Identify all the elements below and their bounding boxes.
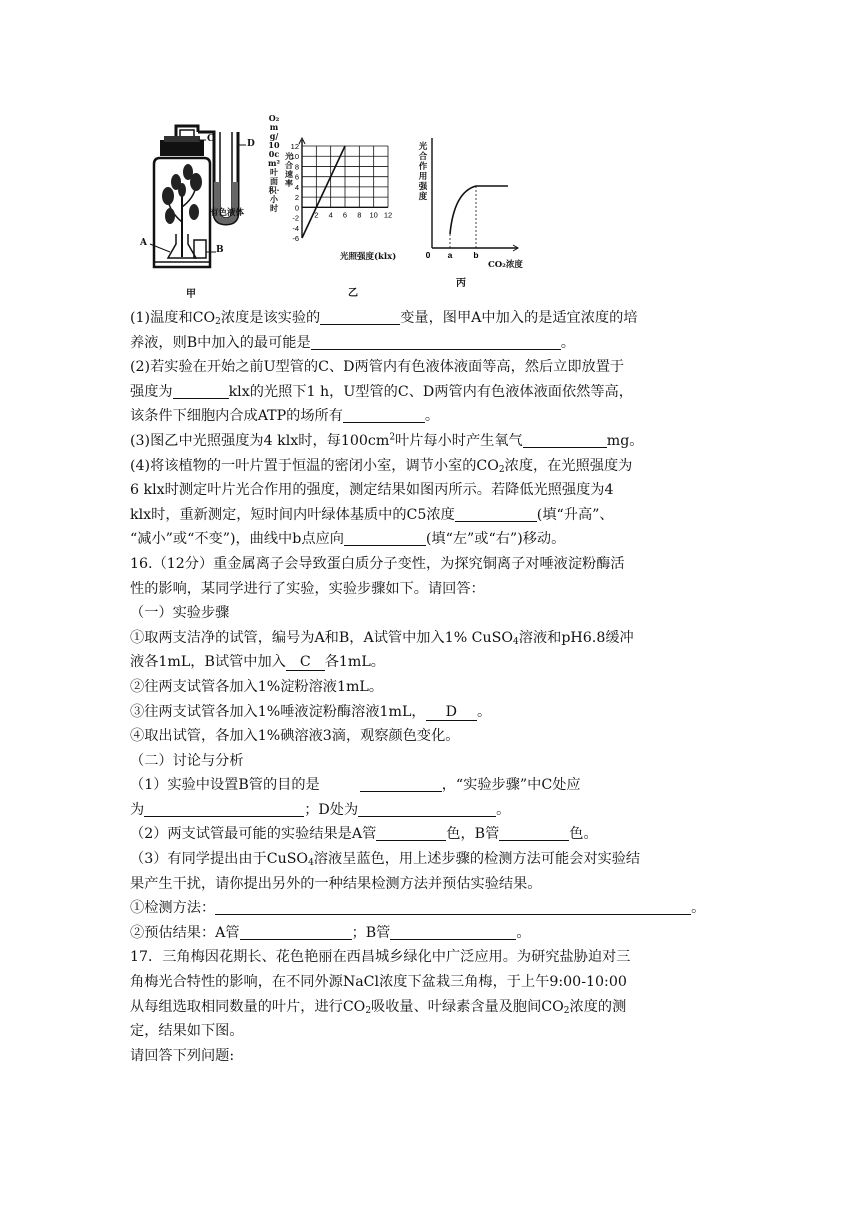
- answer-blank[interactable]: [376, 824, 446, 841]
- y-tick-label: 8: [294, 162, 299, 172]
- q16-d3-line2: 果产生干扰，请你提出另外的一种结果检测方法并预估实验结果。: [130, 875, 542, 892]
- q17-line1: 17．三角梅因花期长、花色艳丽在西昌城乡绿化中广泛应用。为研究盐胁迫对三: [130, 949, 631, 966]
- x-tick-label: 8: [357, 210, 362, 220]
- q16-step1-line2: 液各1mL，B试管中加入 C 各1mL。: [130, 654, 385, 671]
- q16-step2: ②往两支试管各加入1%淀粉溶液1mL。: [130, 678, 384, 695]
- figure-bing-label: 丙: [456, 278, 466, 289]
- answer-blank[interactable]: [215, 898, 691, 915]
- x-tick-label: 2: [314, 210, 319, 220]
- y-tick-label: -4: [292, 223, 299, 233]
- q17-line2: 角梅光合特性的影响，在不同外源NaCl浓度下盆栽三角梅，于上午9:00-10:00: [130, 974, 627, 991]
- answer-blank[interactable]: [173, 382, 229, 399]
- y-tick-label: -2: [292, 213, 299, 223]
- y-tick-label: 0: [294, 203, 299, 213]
- colored-liquid-label: 有色液体: [210, 208, 245, 218]
- q17-line5: 请回答下列问题:: [130, 1047, 235, 1064]
- y-tick-label: 6: [294, 172, 299, 182]
- q17-line3: 从每组选取相同数量的叶片，进行$CO_2$吸收量、叶绿素含量及胞间$CO_2$浓度的测: [130, 998, 627, 1016]
- q16-section1: （一）实验步骤: [130, 605, 230, 622]
- answer-blank[interactable]: [311, 333, 561, 350]
- blank-d: D: [426, 704, 477, 721]
- q16-d3-line1: （3）有同学提出由于CuSO$_4$溶液呈蓝色，用上述步骤的检测方法可能会对实验结: [130, 851, 641, 869]
- q15-1-line2: 养液，则B中加入的最可能是 。: [130, 334, 575, 351]
- q16-d1-line2: 为 ；D处为 。: [130, 801, 511, 818]
- letter-c: C: [207, 134, 215, 144]
- answer-blank[interactable]: [455, 505, 537, 522]
- chart-bing-ylabel: 光合作用强度: [418, 142, 428, 202]
- figure-row: [130, 112, 730, 302]
- x-tick-label: 10: [369, 210, 378, 220]
- answer-blank[interactable]: [343, 406, 425, 423]
- chart-yi-ylabel: O₂ mg/100cm²叶面积·小时: [268, 113, 280, 213]
- q16-result: ②预估结果：A管 ；B管 。: [130, 924, 531, 941]
- question-text: [130, 306, 730, 1068]
- x-tick-label: 6: [342, 210, 348, 220]
- answer-blank[interactable]: [499, 824, 569, 841]
- figure-yi: [268, 112, 398, 302]
- q16-step1-line1: ①取两支洁净的试管，编号为A和B，A试管中加入1% CuSO$_4$溶液和pH6.8缓冲: [130, 629, 634, 647]
- saturation-curve: [450, 186, 508, 234]
- chart-bing-xlabel: CO₂浓度: [488, 260, 523, 270]
- q15-4-line4: “减小”或“不变”)，曲线中b点应向 (填“左”或“右”)移动。: [130, 531, 566, 548]
- apparatus-drawing: [140, 112, 255, 282]
- q15-1-line1: (1)温度和$CO_2$浓度是该实验的 变量，图甲A中加入的是适宜浓度的培: [130, 310, 638, 327]
- x-tick-label: 0: [425, 250, 431, 260]
- q15-2-line2: 强度为 klx的光照下1 h，U型管的C、D两管内有色液体液面依然等高，: [130, 383, 633, 400]
- y-tick-label: 2: [294, 193, 299, 203]
- figure-jia: [140, 112, 255, 302]
- chart-yi-ylabel-inner: 光合速率: [285, 151, 293, 188]
- x-tick-label: b: [473, 250, 479, 260]
- letter-b: B: [216, 245, 224, 255]
- q16-intro-line1: 16.（12分）重金属离子会导致蛋白质分子变性，为探究铜离子对唾液淀粉酶活: [130, 555, 625, 572]
- q15-4-line3: klx时，重新测定，短时间内叶绿体基质中的C5浓度 (填“升高”、: [130, 506, 614, 523]
- q15-4-line2: 6 klx时测定叶片光合作用的强度，测定结果如图丙所示。若降低光照强度为4: [130, 482, 614, 499]
- y-tick-label: -6: [292, 234, 299, 243]
- answer-blank[interactable]: [144, 800, 304, 817]
- q16-section2: （二）讨论与分析: [130, 752, 244, 769]
- blank-c: C: [286, 654, 325, 671]
- q16-intro-line2: 性的影响，某同学进行了实验，实验步骤如下。请回答：: [130, 580, 485, 597]
- q15-2-line3: 该条件下细胞内合成ATP的场所有 。: [130, 408, 440, 425]
- q15-4-line1: (4)将该植物的一叶片置于恒温的密闭小室，调节小室的$CO_2$浓度，在光照强度为: [130, 457, 633, 475]
- answer-blank[interactable]: [240, 923, 352, 940]
- q17-line4: 定，结果如下图。: [130, 1023, 244, 1040]
- chart-bing: [414, 112, 524, 262]
- answer-blank[interactable]: [390, 923, 516, 940]
- q15-3: (3)图乙中光照强度为4 klx时，每$100cm^2$叶片每小时产生氧气 mg。: [130, 432, 644, 449]
- y-tick-label: 4: [294, 182, 299, 192]
- q16-step3: ③往两支试管各加入1%唾液淀粉酶溶液1mL， D 。: [130, 703, 492, 720]
- letter-a: A: [140, 238, 147, 248]
- q15-2-line1: (2)若实验在开始之前U型管的C、D两管内有色液体液面等高，然后立即放置于: [130, 359, 625, 376]
- q16-d2: （2）两支试管最可能的实验结果是A管 色，B管 色。: [130, 826, 598, 843]
- figure-jia-label: 甲: [186, 289, 196, 300]
- answer-blank[interactable]: [344, 529, 426, 546]
- answer-blank[interactable]: [358, 800, 496, 817]
- rate-line: [302, 146, 348, 238]
- answer-blank[interactable]: [360, 775, 442, 792]
- answer-blank[interactable]: [523, 431, 607, 448]
- q16-step4: ④取出试管，各加入1%碘溶液3滴，观察颜色变化。: [130, 728, 460, 745]
- q16-d1-line1: （1）实验中设置B管的目的是 ，“实验步骤”中C处应: [130, 777, 581, 794]
- letter-d: D: [247, 139, 255, 149]
- figure-yi-label: 乙: [348, 288, 358, 299]
- figure-bing: [414, 112, 524, 302]
- chart-yi-xlabel: 光照强度(klx): [340, 252, 397, 262]
- x-tick-label: 12: [383, 210, 393, 220]
- answer-blank[interactable]: [320, 308, 400, 325]
- q16-method: ①检测方法： 。: [130, 900, 706, 917]
- y-tick-label: 12: [290, 142, 299, 151]
- x-tick-label: 4: [328, 210, 333, 220]
- x-tick-label: a: [447, 250, 453, 260]
- y-tick-label: 10: [290, 152, 299, 162]
